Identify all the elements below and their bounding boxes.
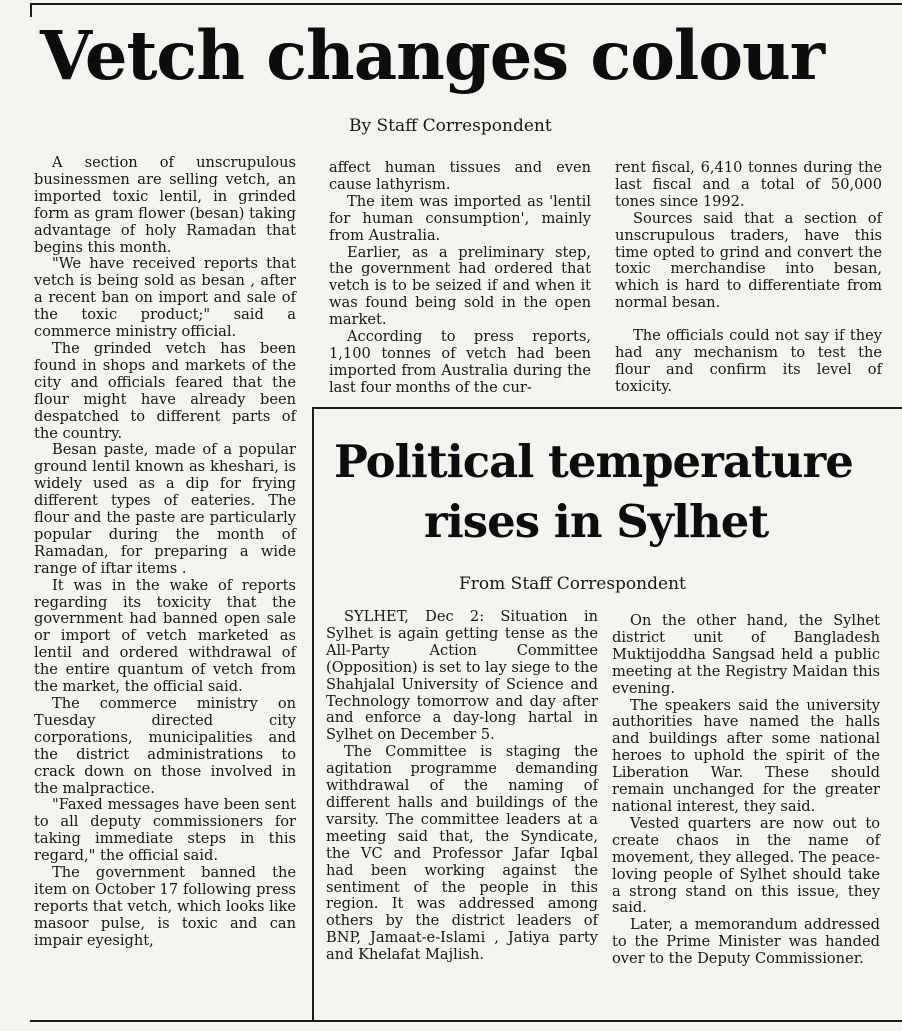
- byline-sylhet: From Staff Correspondent: [459, 574, 686, 594]
- bottom-border-rule: [30, 1020, 902, 1022]
- paragraph: Sources said that a section of unscrupulous traders, have this time opted to grind and convert the toxic merchandise into besan, which is hard to differentiate from normal besan.: [615, 209, 882, 312]
- vetch-column-2: [329, 160, 591, 397]
- headline-vetch: Vetch changes colour: [40, 16, 825, 95]
- paragraph: The speakers said the university authorities have named the halls and buildings after some national heroes to uphold the spirit of the Liberation War. These should remain unchanged for the greater national interest, they said.: [612, 696, 880, 815]
- paragraph: A section of unscrupulous businessmen are selling vetch, an imported toxic lentil, in grinded form as gram flower (besan) taking advantage of holy Ramadan that begins this month.: [34, 154, 296, 256]
- paragraph: The Committee is staging the agitation programme demanding withdrawal of the naming of different halls and buildings of the varsity. The committee leaders at a meeting said that, the Syndicate, the VC and Professor Jafar Iqbal had been working against the sentiment of the people in this region. It was addressed among others by the district leaders of BNP, Jamaat-e-Islami , Jatiya party and Khelafat Majlish.: [326, 743, 598, 964]
- byline-vetch: By Staff Correspondent: [349, 116, 552, 136]
- paragraph: The item was imported as 'lentil for human consumption', mainly from Australia.: [329, 192, 591, 244]
- paragraph: The officials could not say if they had any mechanism to test the flour and confirm its level of toxicity.: [615, 327, 882, 395]
- headline-sylhet-line-2: rises in Sylhet: [424, 495, 769, 548]
- top-border-rule: [30, 3, 902, 5]
- paragraph: The government banned the item on October 17 following press reports that vetch, which looks like masoor pulse, is toxic and can impair eyesight,: [34, 864, 296, 949]
- paragraph: The grinded vetch has been found in shops and markets of the city and officials feared that the flour might have already been despatched to different parts of the country.: [34, 339, 296, 442]
- article-divider-horizontal: [312, 407, 902, 409]
- paragraph: It was in the wake of reports regarding its toxicity that the government had banned open sale or import of vetch marketed as lentil and ordered withdrawal of the entire quantum of vetch from the market, the official said.: [34, 576, 296, 696]
- paragraph: Vested quarters are now out to create chaos in the name of movement, they alleged. The peace-loving people of Sylhet should take a strong stand on this issue, they said.: [612, 814, 880, 917]
- paragraph: Earlier, as a preliminary step, the government had ordered that vetch is to be seized if and when it was found being sold in the open market.: [329, 243, 591, 329]
- article-divider-vertical: [312, 407, 314, 1020]
- paragraph: Besan paste, made of a popular ground lentil known as kheshari, is widely used as a dip for frying different types of eateries. The flour and the paste are particularly popular during the month of Ramadan, for preparing a wide range of iftar items .: [34, 441, 296, 577]
- paragraph: The commerce ministry on Tuesday directed city corporations, municipalities and the district administrations to crack down on those involved in the malpractice.: [34, 695, 296, 797]
- paragraph: Later, a memorandum addressed to the Prime Minister was handed over to the Deputy Commissioner.: [612, 916, 880, 968]
- paragraph: On the other hand, the Sylhet district unit of Bangladesh Muktijoddha Sangsad held a public meeting at the Registry Maidan this evening.: [612, 612, 880, 697]
- vetch-column-1: [34, 155, 296, 950]
- sylhet-column-1: [326, 609, 598, 964]
- headline-sylhet-line-1: Political temperature: [334, 435, 853, 488]
- paragraph: affect human tissues and even cause lathyrism.: [329, 159, 591, 193]
- paragraph: "Faxed messages have been sent to all deputy commissioners for taking immediate steps in this regard," the official said.: [34, 796, 296, 865]
- paragraph: "We have received reports that vetch is being sold as besan , after a recent ban on import and sale of the toxic product;" said a commerce ministry official.: [34, 255, 296, 341]
- vetch-column-3: [615, 160, 882, 396]
- paragraph: According to press reports, 1,100 tonnes of vetch had been imported from Australia during the last four months of the cur-: [329, 328, 591, 396]
- paragraph: SYLHET, Dec 2: Situation in Sylhet is again getting tense as the All-Party Action Committee (Opposition) is set to lay siege to the Shahjalal University of Science and Technology tomorrow and day after and enforce a day-long hartal in Sylhet on December 5.: [326, 608, 598, 744]
- left-border-rule: [30, 3, 32, 17]
- paragraph: rent fiscal, 6,410 tonnes during the last fiscal and a total of 50,000 tones since 1992.: [615, 159, 882, 210]
- sylhet-column-2: [612, 613, 880, 968]
